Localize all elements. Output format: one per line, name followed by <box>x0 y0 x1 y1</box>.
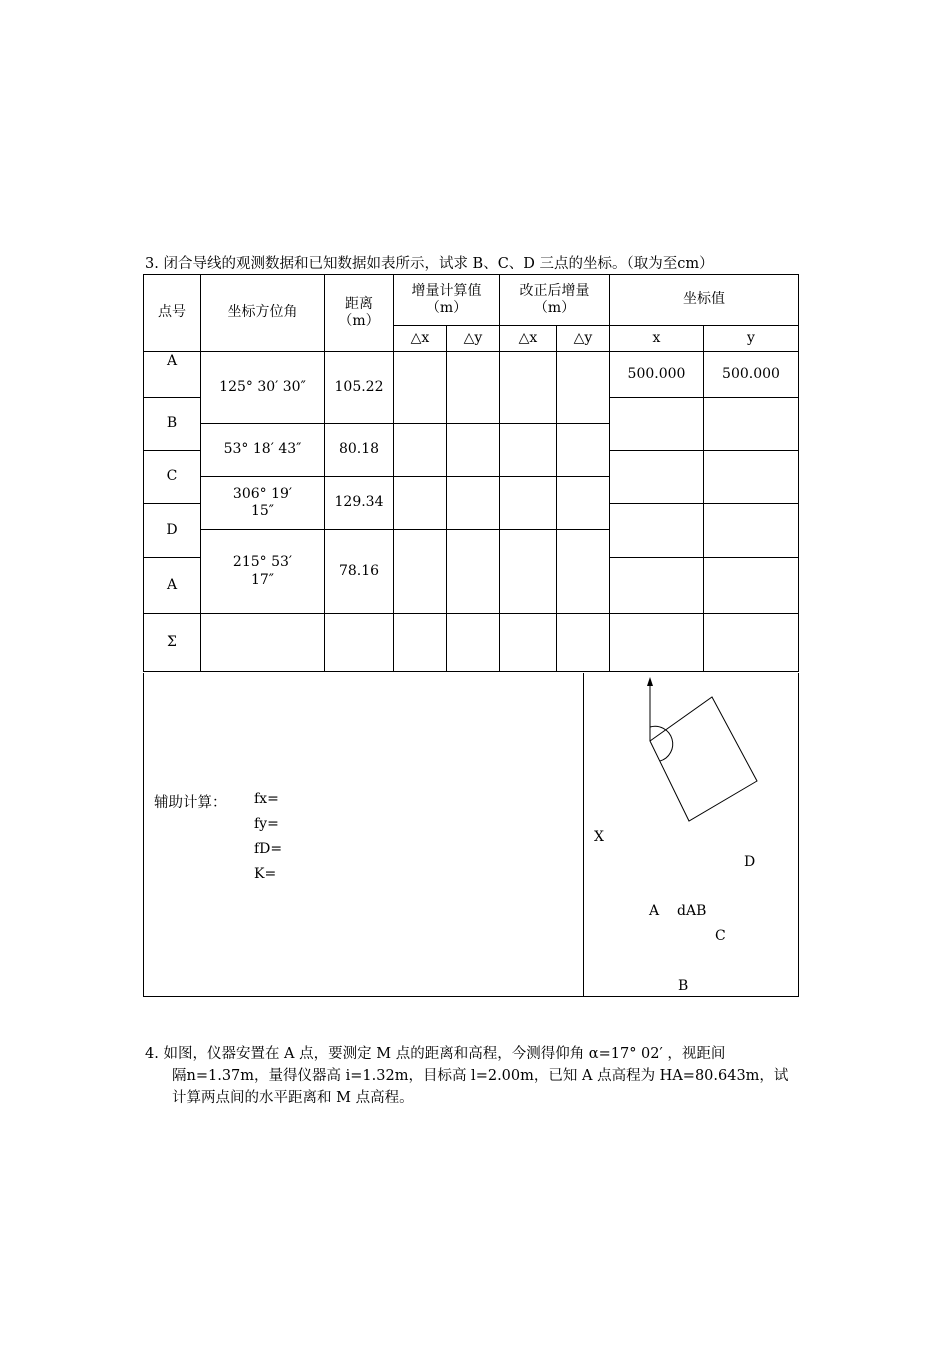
azimuth-cd <box>201 477 325 530</box>
azimuth-ab: 125° 30′ 30″ <box>201 352 325 424</box>
sum-dx-corr <box>500 614 557 672</box>
header-point: 点号 <box>144 275 201 352</box>
aux-k: K= <box>254 866 277 882</box>
problem4-line3: 计算两点间的水平距离和 M 点高程。 <box>172 1090 414 1106</box>
azimuth-da-line1: 215° 53′ <box>232 554 293 570</box>
sum-y <box>704 614 799 672</box>
point-c: C <box>144 451 201 504</box>
traverse-sketch <box>584 673 798 996</box>
coord-x-c <box>610 451 704 504</box>
header-x: x <box>610 326 704 352</box>
sum-azimuth <box>201 614 325 672</box>
cell-dx-calc-ab <box>394 352 447 424</box>
auxiliary-calculation-box <box>143 673 584 997</box>
header-distance <box>325 275 394 352</box>
coord-x-b <box>610 398 704 451</box>
sum-x <box>610 614 704 672</box>
header-dy-corr: △y <box>557 326 610 352</box>
coord-x-a: 500.000 <box>610 352 704 398</box>
cell-dx-corr-bc <box>500 424 557 477</box>
azimuth-cd-line1: 306° 19′ <box>232 485 293 502</box>
coord-y-b <box>704 398 799 451</box>
traverse-table <box>143 274 799 672</box>
problem4-line1: 4. 如图，仪器安置在 A 点，要测定 M 点的距离和高程，今测得仰角 α=17° 02′ ，视距间 <box>145 1046 726 1062</box>
distance-bc: 80.18 <box>325 424 394 477</box>
azimuth-bc: 53° 18′ 43″ <box>201 424 325 477</box>
header-dx-corr: △x <box>500 326 557 352</box>
header-corr-label: 改正后增量 <box>519 282 590 299</box>
cell-dx-calc-cd <box>394 477 447 530</box>
header-corr-unit: （m） <box>533 300 576 316</box>
problem4-line2: 隔n=1.37m，量得仪器高 i=1.32m，目标高 l=2.00m，已知 A 点高程为 HA=80.643m，试 <box>172 1068 789 1084</box>
header-dx-calc: △x <box>394 326 447 352</box>
header-distance-label: 距离 <box>345 295 373 312</box>
point-a-end: A <box>144 558 201 614</box>
azimuth-da-line2: 17″ <box>250 571 275 588</box>
cell-dx-calc-da <box>394 530 447 614</box>
header-dy-calc: △y <box>447 326 500 352</box>
coord-x-d <box>610 504 704 558</box>
distance-da: 78.16 <box>325 530 394 614</box>
fig-label-x: X <box>594 829 604 845</box>
azimuth-angle-arc <box>650 726 673 761</box>
coord-y-a: 500.000 <box>704 352 799 398</box>
cell-dy-corr-ab <box>557 352 610 424</box>
cell-dy-corr-bc <box>557 424 610 477</box>
problem3-statement: 3. 闭合导线的观测数据和已知数据如表所示，试求 B、C、D 三点的坐标。（取为至cm） <box>145 256 714 272</box>
fig-label-b: B <box>678 978 689 994</box>
cell-dy-corr-da <box>557 530 610 614</box>
header-calc-increment <box>394 275 500 326</box>
point-label: A <box>166 352 178 369</box>
header-distance-unit: （m） <box>338 313 380 329</box>
coord-x-a-end <box>610 558 704 614</box>
problem4 <box>145 1043 815 1109</box>
coord-y-d <box>704 504 799 558</box>
azimuth-cd-line2: 15″ <box>250 503 275 519</box>
north-arrow-icon <box>647 677 653 686</box>
header-calc-unit: （m） <box>425 300 468 316</box>
azimuth-da <box>201 530 325 614</box>
aux-fd: fD= <box>254 841 283 857</box>
fig-label-dab: dAB <box>677 903 707 919</box>
header-azimuth: 坐标方位角 <box>201 275 325 352</box>
sum-dy-calc <box>447 614 500 672</box>
header-calc-label: 增量计算值 <box>411 282 482 299</box>
cell-dy-corr-cd <box>557 477 610 530</box>
cell-dy-calc-da <box>447 530 500 614</box>
distance-cd: 129.34 <box>325 477 394 530</box>
cell-dy-calc-ab <box>447 352 500 424</box>
sum-row-label: Σ <box>144 614 201 672</box>
fig-label-a: A <box>649 903 660 919</box>
point-d: D <box>144 504 201 558</box>
cell-dx-calc-bc <box>394 424 447 477</box>
header-y: y <box>704 326 799 352</box>
cell-dy-calc-bc <box>447 424 500 477</box>
aux-fx: fx= <box>254 791 279 807</box>
fig-label-d: D <box>744 854 756 870</box>
cell-dx-corr-cd <box>500 477 557 530</box>
aux-fy: fy= <box>254 816 279 832</box>
traverse-figure <box>583 673 799 997</box>
cell-dy-calc-cd <box>447 477 500 530</box>
sum-dx-calc <box>394 614 447 672</box>
fig-label-c: C <box>715 928 726 944</box>
sum-distance <box>325 614 394 672</box>
distance-ab: 105.22 <box>325 352 394 424</box>
cell-dx-corr-ab <box>500 352 557 424</box>
coord-y-a-end <box>704 558 799 614</box>
header-coordinates: 坐标值 <box>610 275 799 326</box>
sum-dy-corr <box>557 614 610 672</box>
point-b: B <box>144 398 201 451</box>
aux-label: 辅助计算： <box>154 795 227 811</box>
point-a <box>144 352 201 398</box>
coord-y-c <box>704 451 799 504</box>
cell-dx-corr-da <box>500 530 557 614</box>
traverse-polygon <box>650 697 757 821</box>
header-corrected-increment <box>500 275 610 326</box>
